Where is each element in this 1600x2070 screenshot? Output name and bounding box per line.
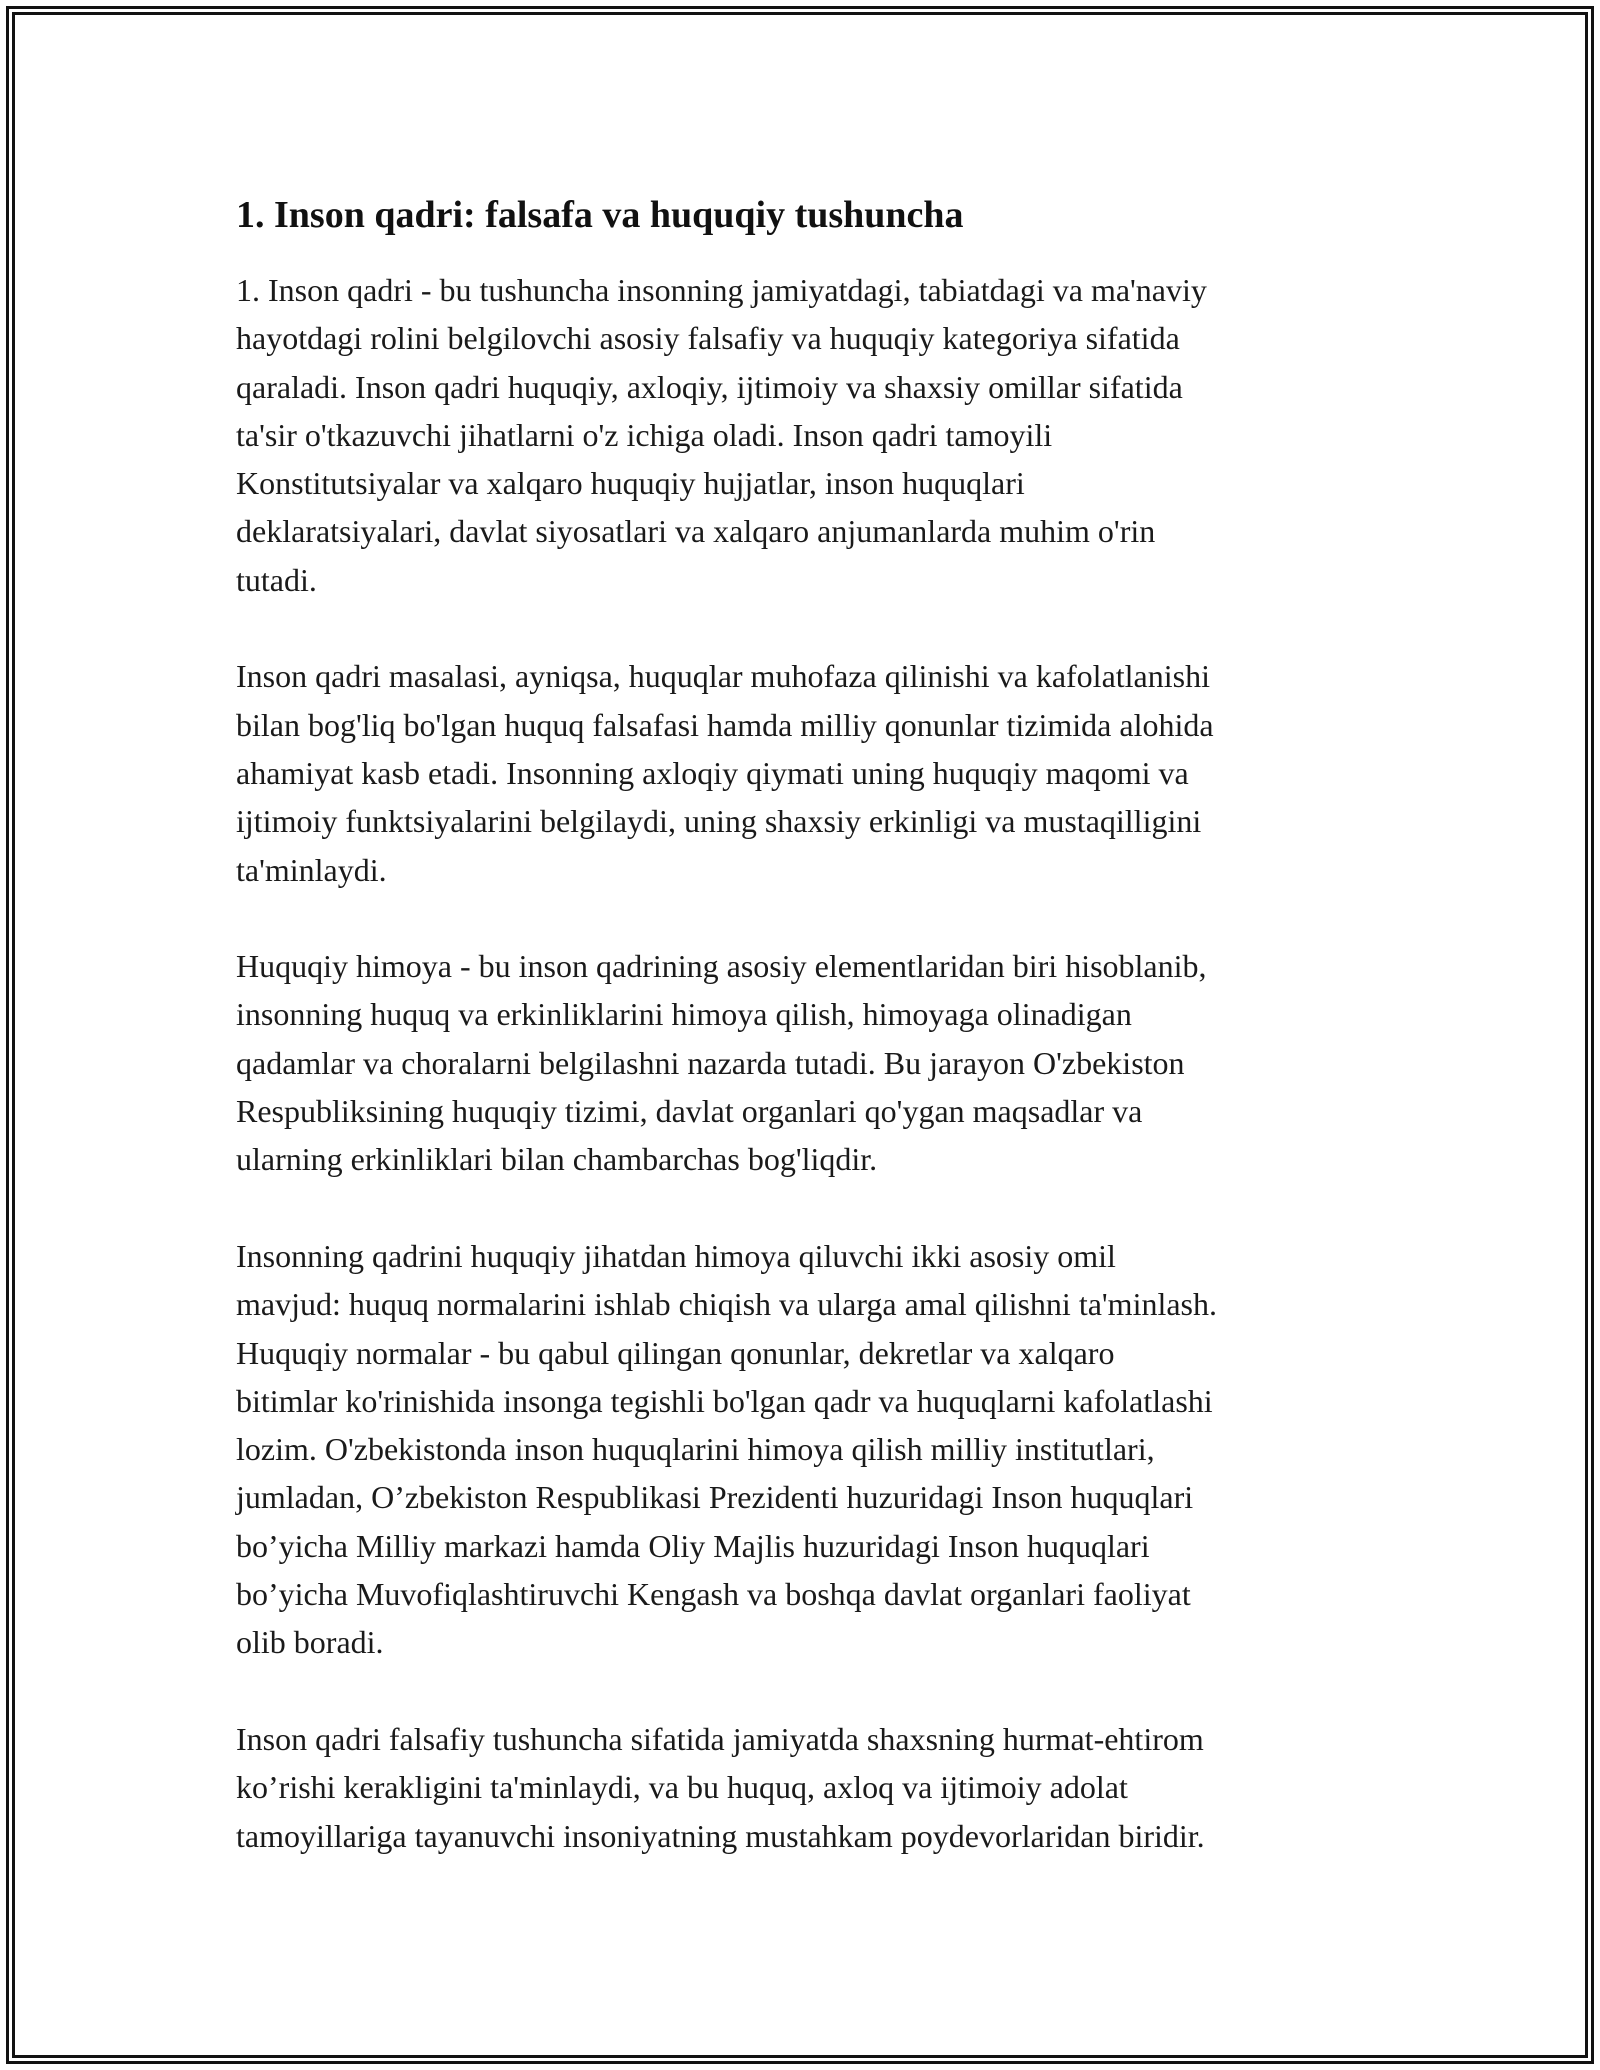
- page-title: 1. Inson qadri: falsafa va huquqiy tushuncha: [236, 194, 964, 236]
- paragraph-5: Inson qadri falsafiy tushuncha sifatida jamiyatda shaxsning hurmat-ehtirom ko’rishi kerakligini ta'minlaydi, va bu huquq, axloq va ijtimoiy adolat tamoyillariga tayanuvchi insoniyatning mustahkam poydevorlaridan biridir.: [236, 1720, 1205, 1854]
- paragraph-1: 1. Inson qadri - bu tushuncha insonning jamiyatdagi, tabiatdagi va ma'naviy hayotdagi rolini belgilovchi asosiy falsafiy va huquqiy kategoriya sifatida qaraladi. Inson qadri huquqiy, axloqiy, ijtimoiy va shaxsiy omillar sifatida ta'sir o'tkazuvchi jihatlarni o'z ichiga oladi. Inson qadri tamoyili Konstitutsiyalar va xalqaro huquqiy hujjatlar, inson huquqlari deklaratsiyalari, davlat siyosatlari va xalqaro anjumanlarda muhim o'rin tutadi.: [236, 272, 1207, 598]
- paragraph-2: Inson qadri masalasi, ayniqsa, huquqlar muhofaza qilinishi va kafolatlanishi bilan bog'liq bo'lgan huquq falsafasi hamda milliy qonunlar tizimida alohida ahamiyat kasb etadi. Insonning axloqiy qiymati uning huquqiy maqomi va ijtimoiy funktsiyalarini belgilaydi, uning shaxsiy erkinligi va mustaqilligini ta'minlaydi.: [236, 658, 1214, 888]
- paragraph-3: Huquqiy himoya - bu inson qadrining asosiy elementlaridan biri hisoblanib, insonning huquq va erkinliklarini himoya qilish, himoyaga olinadigan qadamlar va choralarni belgilashni nazarda tutadi. Bu jarayon O'zbekiston Respubliksining huquqiy tizimi, davlat organlari qo'ygan maqsadlar va ularning erkinliklari bilan chambarchas bog'liqdir.: [236, 948, 1207, 1178]
- paragraph-4: Insonning qadrini huquqiy jihatdan himoya qiluvchi ikki asosiy omil mavjud: huquq normalarini ishlab chiqish va ularga amal qilishni ta'minlash. Huquqiy normalar - bu qabul qilingan qonunlar, dekretlar va xalqaro bitimlar ko'rinishida insonga tegishli bo'lgan qadr va huquqlarni kafolatlashi lozim. O'zbekistonda inson huquqlarini himoya qilish milliy institutlari, jumladan, O’zbekiston Respublikasi Prezidenti huzuridagi Inson huquqlari bo’yicha Milliy markazi hamda Oliy Majlis huzuridagi Inson huquqlari bo’yicha Muvofiqlashtiruvchi Kengash va boshqa davlat organlari faoliyat olib boradi.: [236, 1237, 1217, 1661]
- document-page: [236, 180, 1376, 1908]
